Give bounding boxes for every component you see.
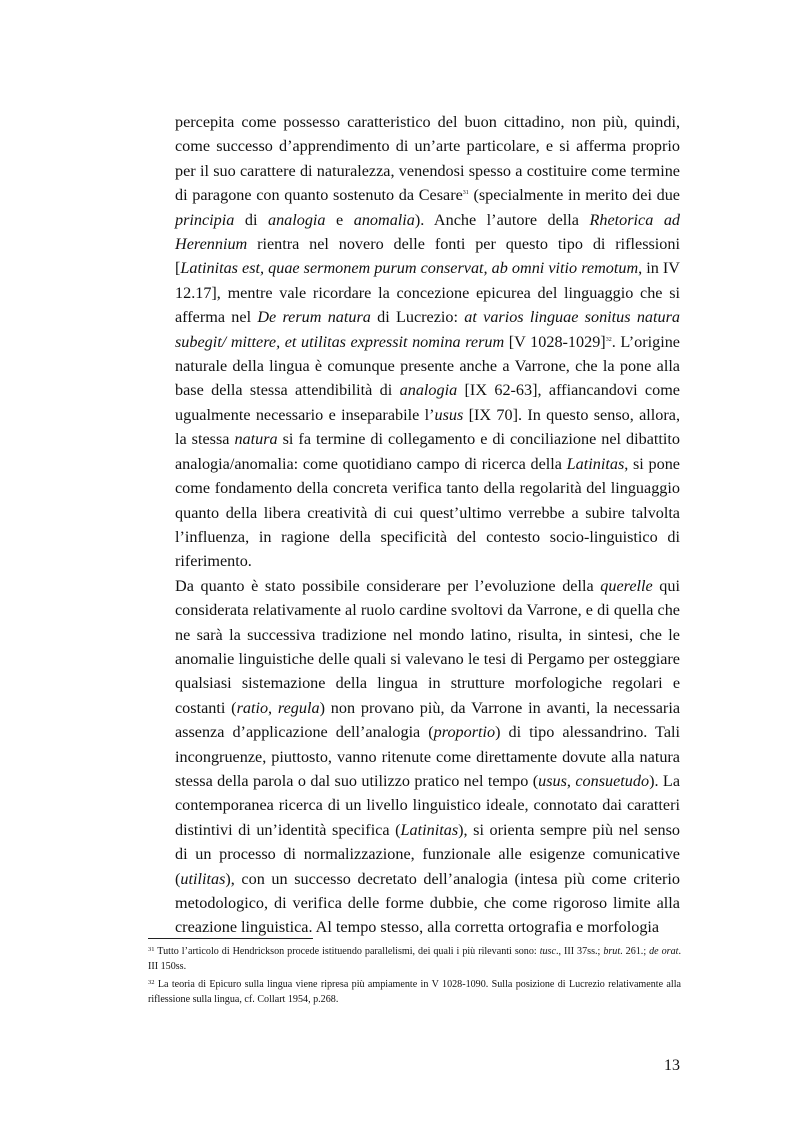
main-text — [175, 110, 680, 940]
footnote-32: $^{32}$ La teoria di Epicuro sulla lingua viene ripresa più ampiamente in V 1028-1090. Sulla posizione di Lucrezio relativamente alla riflessione sulla lingua, cf. Collart 1954, p.268. — [148, 979, 681, 1005]
page-number: 13 — [664, 1057, 680, 1074]
footnote-ref-31[interactable]: 31 — [462, 190, 469, 197]
footnotes — [148, 944, 681, 1010]
footnote-31: $^{31}$ Tutto l’articolo di Hendrickson procede istituendo parallelismi, dei quali i più rilevanti sono: tusc., III 37ss.; brut. 261.; de orat. III 150ss. — [148, 946, 681, 972]
paragraph-1: percepita come possesso caratteristico del buon cittadino, non più, quindi, come successo d’apprendimento di un’arte particolare, e si afferma proprio per il suo carattere di naturalezza, venendosi spesso a costituire come termine di paragone con quanto sostenuto da Cesare$^{31}$ (specialmente in merito dei due principia di analogia e anomalia). Anche l’autore della Rhetorica ad Herennium rientra nel novero delle fonti per questo tipo di riflessioni [Latinitas est, quae sermonem purum conservat, ab omni vitio remotum, in IV 12.17], mentre vale ricordare la concezione epicurea del linguaggio che si afferma nel De rerum natura di Lucrezio: at varios linguae sonitus natura subegit/ mittere, et utilitas expressit nomina rerum [V 1028-1029]$^{32}$. L’origine naturale della lingua è comunque presente anche a Varrone, che la pone alla base della stessa attendibilità di analogia [IX 62-63], affiancandovi come ugualmente necessario e inseparabile l’usus [IX 70]. In questo senso, allora, la stessa natura si fa termine di collegamento e di conciliazione nel dibattito analogia/anomalia: come quotidiano campo di ricerca della Latinitas, si pone come fondamento della concreta verifica tanto della regolarità del linguaggio quanto della libera creatività di cui quest’ultimo verrebbe a subire talvolta l’influenza, in ragione della specificità del contesto socio-linguistico di riferimento. — [175, 113, 681, 571]
footnote-separator — [148, 938, 313, 939]
paragraph-2: Da quanto è stato possibile considerare per l’evoluzione della querelle qui considerata relativamente al ruolo cardine svoltovi da Varrone, e di quella che ne sarà la successiva tradizione nel mondo latino, risulta, in sintesi, che le anomalie linguistiche delle quali si valevano le tesi di Pergamo per osteggiare qualsiasi sistemazione della lingua in strutture morfologiche regolari e costanti (ratio, regula) non provano più, da Varrone in avanti, la necessaria assenza d’applicazione dell’analogia (proportio) di tipo alessandrino. Tali incongruenze, piuttosto, vanno ritenute come direttamente dovute alla natura stessa della parola o dal suo utilizzo pratico nel tempo (usus, consuetudo). La contemporanea ricerca di un livello linguistico ideale, connotato dai caratteri distintivi di un’identità specifica (Latinitas), si orienta sempre più nel senso di un processo di normalizzazione, funzionale alle esigenze comunicative (utilitas), con un successo decretato dell’analogia (intesa più come criterio metodologico, di verifica delle forme dubbie, che come rigoroso limite alla creazione linguistica. Al tempo stesso, alla corretta ortografia e morfologia — [175, 576, 681, 937]
footnote-ref-32[interactable]: 32 — [605, 336, 612, 343]
